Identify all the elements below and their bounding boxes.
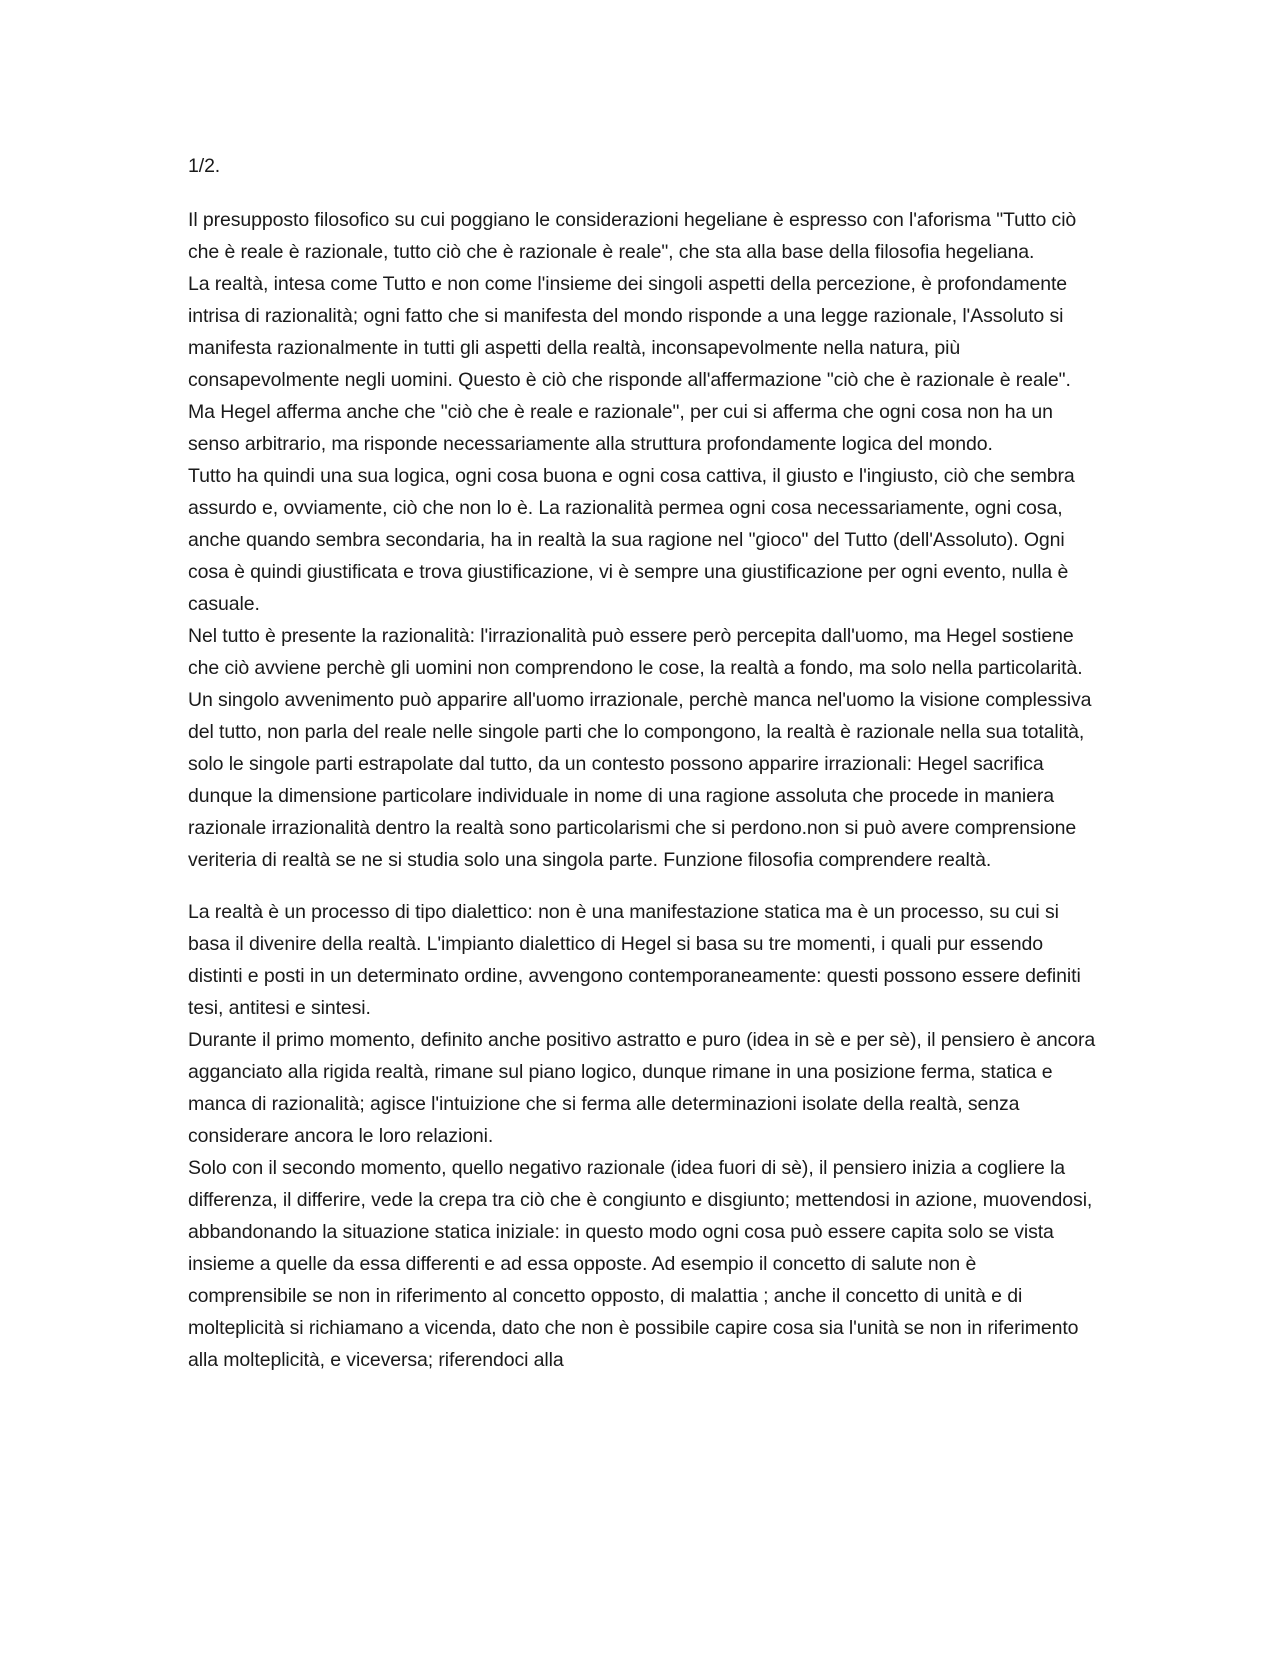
paragraph-processo-dialettico: La realtà è un processo di tipo dialettico: non è una manifestazione statica ma è un processo, su cui si basa il divenire della realtà. L'impianto dialettico di Hegel si basa su tre momenti, i quali pur essendo distinti e posti in un determinato ordine, avvengono contemporaneamente: questi possono essere definiti tesi, antitesi e sintesi. [188,901,1081,1019]
section-dialettica [188,896,1096,1376]
section-razionalita [188,204,1096,876]
paragraph-logica-del-tutto: Tutto ha quindi una sua logica, ogni cosa buona e ogni cosa cattiva, il giusto e l'ingiusto, ciò che sembra assurdo e, ovviamente, ciò che non lo è. La razionalità permea ogni cosa necessariamente, ogni cosa, anche quando sembra secondaria, ha in realtà la sua ragione nel "gioco" del Tutto (dell'Assoluto). Ogni cosa è quindi giustificata e trova giustificazione, vi è sempre una giustificazione per ogni evento, nulla è casuale. [188,465,1075,615]
page-number: 1/2. [188,155,221,177]
document-body [188,150,1096,1396]
paragraph-realta-razionale: La realtà, intesa come Tutto e non come l'insieme dei singoli aspetti della percezione, è profondamente intrisa di razionalità; ogni fatto che si manifesta del mondo risponde a una legge razionale, l'Assoluto si manifesta razionalmente in tutti gli aspetti della realtà, inconsapevolmente nella natura, più consapevolmente negli uomini. Questo è ciò che risponde all'affermazione "ciò che è razionale è reale". Ma Hegel afferma anche che "ciò che è reale e razionale", per cui si afferma che ogni cosa non ha un senso arbitrario, ma risponde necessariamente alla struttura profondamente logica del mondo. [188,273,1071,455]
paragraph-secondo-momento: Solo con il secondo momento, quello negativo razionale (idea fuori di sè), il pensiero inizia a cogliere la differenza, il differire, vede la crepa tra ciò che è congiunto e disgiunto; mettendosi in azione, muovendosi, abbandonando la situazione statica iniziale: in questo modo ogni cosa può essere capita solo se vista insieme a quelle da essa differenti e ad essa opposte. Ad esempio il concetto di salute non è comprensibile se non in riferimento al concetto opposto, di malattia ; anche il concetto di unità e di molteplicità si richiamano a vicenda, dato che non è possibile capire cosa sia l'unità se non in riferimento alla molteplicità, e viceversa; riferendoci alla [188,1157,1093,1371]
paragraph-aforisma: Il presupposto filosofico su cui poggiano le considerazioni hegeliane è espresso con l'aforisma "Tutto ciò che è reale è razionale, tutto ciò che è razionale è reale", che sta alla base della filosofia hegeliana. [188,209,1077,263]
paragraph-primo-momento: Durante il primo momento, definito anche positivo astratto e puro (idea in sè e per sè), il pensiero è ancora agganciato alla rigida realtà, rimane sul piano logico, dunque rimane in una posizione ferma, statica e manca di razionalità; agisce l'intuizione che si ferma alle determinazioni isolate della realtà, senza considerare ancora le loro relazioni. [188,1029,1096,1147]
paragraph-irrazionalita: Nel tutto è presente la razionalità: l'irrazionalità può essere però percepita dall'uomo, ma Hegel sostiene che ciò avviene perchè gli uomini non comprendono le cose, la realtà a fondo, ma solo nella particolarità. Un singolo avvenimento può apparire all'uomo irrazionale, perchè manca nel'uomo la visione complessiva del tutto, non parla del reale nelle singole parti che lo compongono, la realtà è razionale nella sua totalità, solo le singole parti estrapolate dal tutto, da un contesto possono apparire irrazionali: Hegel sacrifica dunque la dimensione particolare individuale in nome di una ragione assoluta che procede in maniera razionale irrazionalità dentro la realtà sono particolarismi che si perdono.non si può avere comprensione veriteria di realtà se ne si studia solo una singola parte. Funzione filosofia comprendere realtà. [188,625,1092,871]
